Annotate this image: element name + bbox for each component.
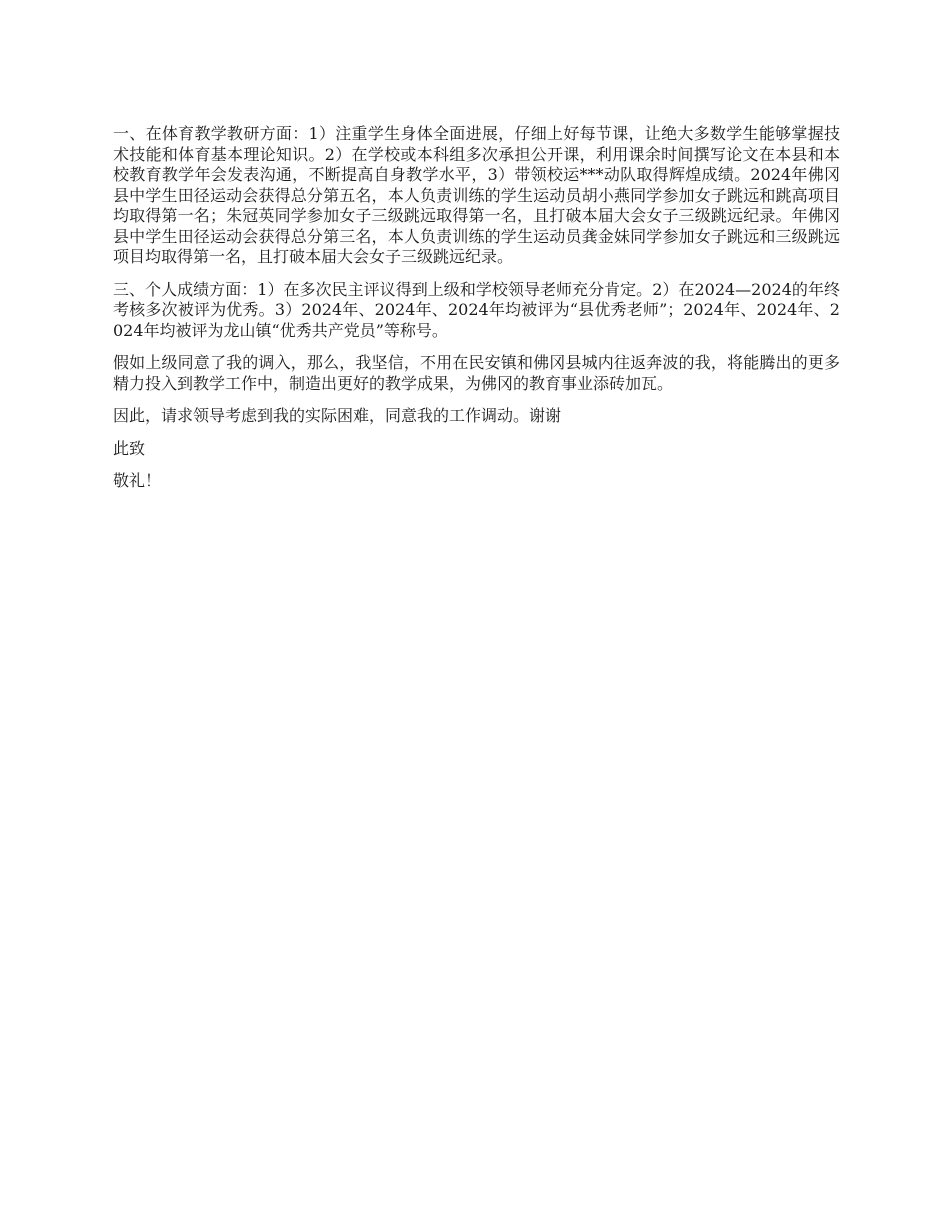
paragraph-personal-achievements: 三、个人成绩方面：1）在多次民主评议得到上级和学校领导老师充分肯定。2）在2024—2024的年终考核多次被评为优秀。3）2024年、2024年、2024年均被评为“县优秀老师”；2024年、2024年、2024年均被评为龙山镇“优秀共产党员”等称号。 [113,279,840,340]
paragraph-transfer-benefit: 假如上级同意了我的调入，那么，我坚信，不用在民安镇和佛冈县城内往返奔波的我，将能腾出的更多精力投入到教学工作中，制造出更好的教学成果，为佛冈的教育事业添砖加瓦。 [113,353,840,393]
paragraph-teaching-research: 一、在体育教学教研方面：1）注重学生身体全面进展，仔细上好每节课，让绝大多数学生能够掌握技术技能和体育基本理论知识。2）在学校或本科组多次承担公开课，利用课余时间撰写论文在本县和本校教育教学年会发表沟通，不断提高自身教学水平，3）带领校运***动队取得辉煌成绩。2024年佛冈县中学生田径运动会获得总分第五名，本人负责训练的学生运动员胡小燕同学参加女子跳远和跳高项目均取得第一名；朱冠英同学参加女子三级跳远取得第一名，且打破本届大会女子三级跳远纪录。年佛冈县中学生田径运动会获得总分第三名，本人负责训练的学生运动员龚金妹同学参加女子跳远和三级跳远项目均取得第一名，且打破本届大会女子三级跳远纪录。 [113,124,840,266]
paragraph-request: 因此，请求领导考虑到我的实际困难，同意我的工作调动。谢谢 [113,406,562,425]
closing-regards: 敬礼！ [113,471,162,490]
document-body [113,124,840,504]
closing-salutation: 此致 [113,438,146,458]
